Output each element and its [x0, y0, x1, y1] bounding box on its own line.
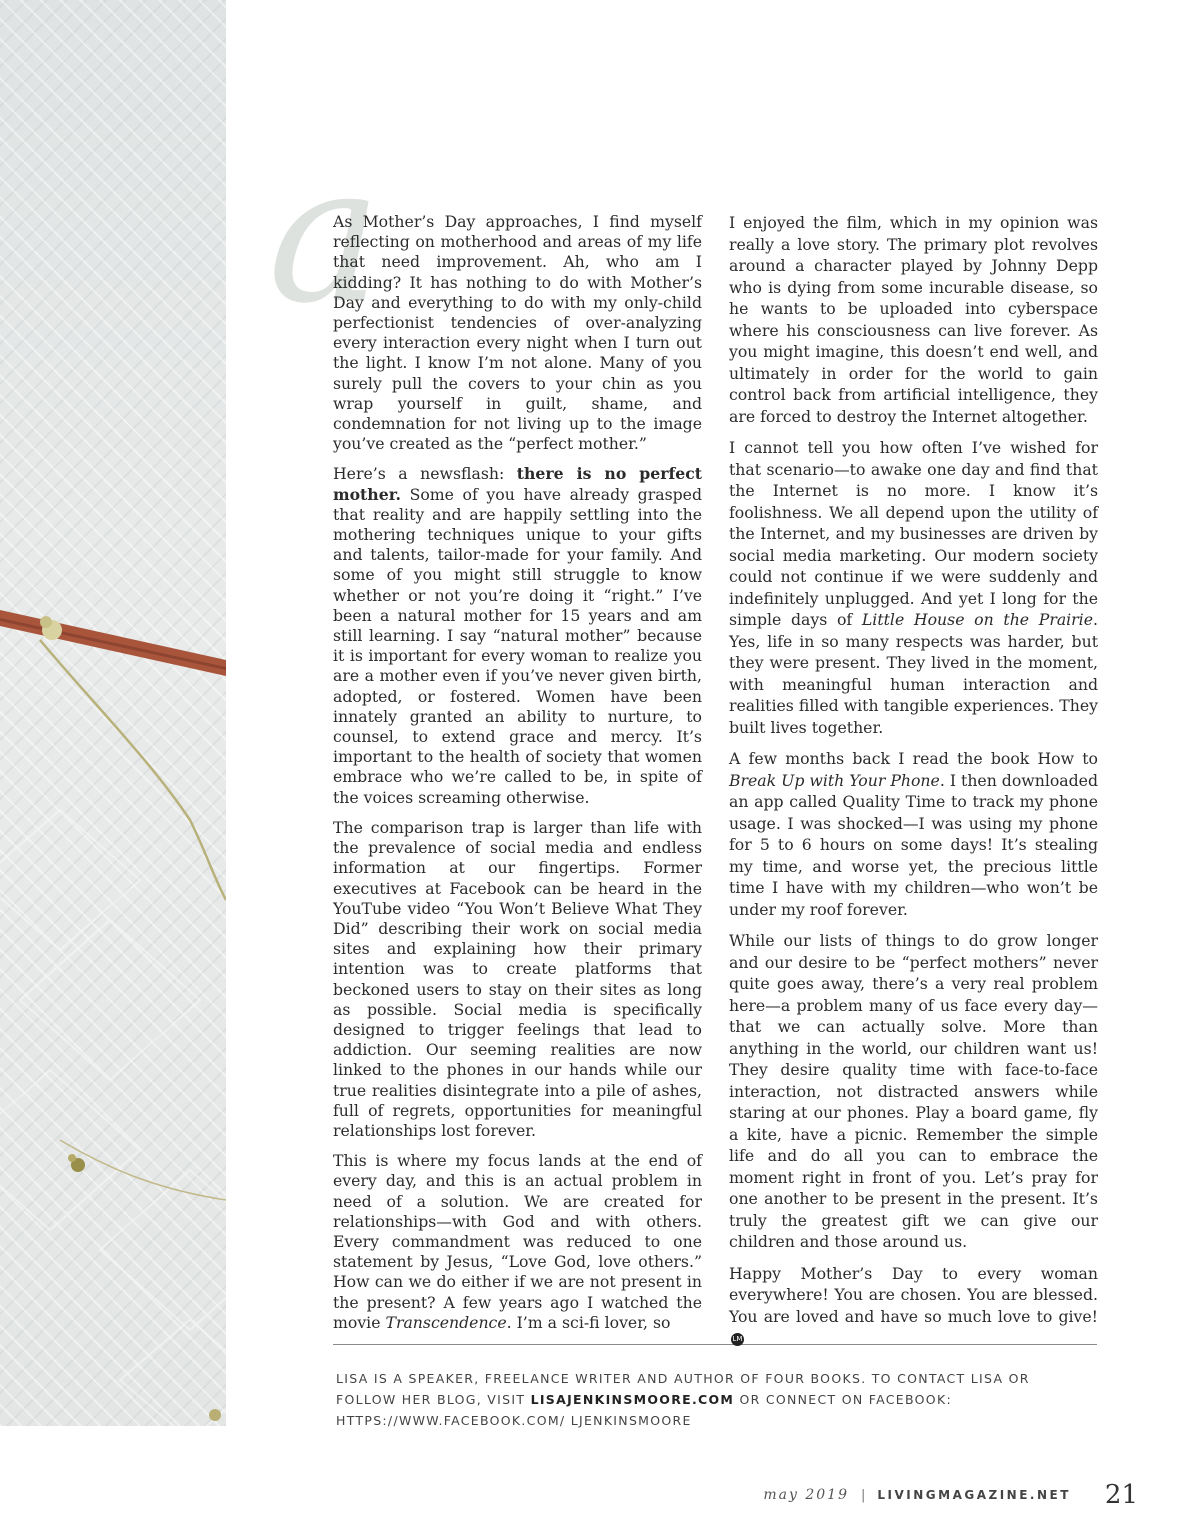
drop-cap: a: [268, 124, 382, 345]
paragraph-newsflash: [333, 464, 702, 807]
movie-title: Transcendence: [385, 1312, 507, 1332]
page-footer: [763, 1480, 1138, 1510]
focus-text: This is where my focus lands at the end of every day, and this is an actual problem in need of a solution. We are created for relationships—with God and with others. Every commandment was reduced to one statement by Jesus, “Love God, love others.” How can we do either if we are not present in the present? A few years ago I watched the movie: [333, 1151, 702, 1332]
paragraph-scenario: [729, 437, 1098, 738]
focus-end: . I’m a sci-fi lover, so: [506, 1312, 671, 1332]
paragraph-focus: [333, 1151, 702, 1333]
photo-decor: [0, 0, 226, 1426]
lace-pattern: [0, 810, 226, 1426]
bio-website-link[interactable]: LISAJENKINSMOORE.COM: [530, 1392, 735, 1407]
newsflash-rest: Some of you have already grasped that reality and are happily settling into the mothering techniques unique to your gifts and talents, tailor-made for your family. And some of you might still struggle to know whether or not you’re doing it “right.” I’ve been a natural mother for 15 years and am still learning. I say “natural mother” because it is important for every woman to realize you are a mother even if you’ve never given birth, adopted, or fostered. Women have been innately granted an ability to nurture, to counsel, to extend grace and mercy. It’s important to the health of society that women embrace who we’re called to be, in spite of the voices screaming otherwise.: [333, 484, 702, 807]
dried-flower: [40, 616, 226, 1421]
newsflash-bold: there is no perfect mother.: [333, 464, 703, 504]
bio-facebook: OR CONNECT ON FACEBOOK: HTTPS://WWW.FACEBOOK.COM/ LJENKINSMOORE: [336, 1392, 952, 1428]
closing-text: Happy Mother’s Day to every woman everywhere! You are chosen. You are blessed. You are loved and have so much love to give!: [729, 1263, 1098, 1326]
paragraph-closing: [729, 1263, 1098, 1349]
pencil: [0, 610, 226, 676]
show-title: Little House on the Prairie: [861, 610, 1093, 629]
lace-photo: [0, 0, 226, 1426]
issue-date: may 2019: [763, 1487, 849, 1503]
footer-separator: |: [861, 1487, 866, 1503]
paragraph-book: [729, 748, 1098, 920]
book-text: A few months back I read the book How to: [729, 749, 1098, 768]
book-title: Break Up with Your Phone: [729, 770, 940, 790]
author-bio: [336, 1368, 1076, 1431]
paragraph-intro: As Mother’s Day approaches, I find myself reflecting on motherhood and areas of my life that need improvement. Ah, who am I kidding? It has nothing to do with Mother’s Day and everything to do with my only-child perfectionist tendencies of over-analyzing every interaction every night when I turn out the light. I know I’m not alone. Many of you surely pull the covers to your chin as you wrap yourself in guilt, shame, and condemnation for not living up to the image you’ve created as the “perfect mother.”: [333, 212, 702, 454]
scenario-end: . Yes, life in so many respects was harder, but they were present. They lived in the moment, with meaningful human interaction and realities filled with tangible experiences. They built lives together.: [729, 610, 1098, 737]
magazine-website[interactable]: LIVINGMAGAZINE.NET: [877, 1488, 1071, 1502]
bio-text: LISA IS A SPEAKER, FREELANCE WRITER AND AUTHOR OF FOUR BOOKS. TO CONTACT LISA OR FOLLOW HER BLOG, VISIT: [336, 1371, 1030, 1407]
paragraph-lists: While our lists of things to do grow longer and our desire to be “perfect mothers” never quite goes away, there’s a very real problem here—a problem many of us face every day—that we can actually solve. More than anything in the world, our children want us! They desire quality time with face-to-face interaction, not distracted answers while staring at our phones. Play a board game, fly a kite, have a picnic. Remember the simple life and do all you can to embrace the moment right in front of you. Let’s pray for one another to be present in the present. It’s truly the greatest gift we can give our children and those around us.: [729, 931, 1098, 1251]
end-mark-icon: LM: [731, 1333, 744, 1346]
book-end: . I then downloaded an app called Quality Time to track my phone usage. I was shocked—I was using my phone for 5 to 6 hours on some days! It’s stealing my time, and worse yet, the precious little time I have with my children—who won’t be under my roof forever.: [729, 770, 1099, 919]
paragraph-film: I enjoyed the film, which in my opinion was really a love story. The primary plot revolves around a character played by Johnny Depp who is dying from some incurable disease, so he wants to be uploaded into cyberspace where his consciousness can live forever. As you might imagine, this doesn’t end well, and ultimately in order for the world to gain control back from artificial intelligence, they are forced to destroy the Internet altogether.: [729, 213, 1098, 426]
scenario-text: I cannot tell you how often I’ve wished for that scenario—to awake one day and find that the Internet is no more. I know it’s foolishness. We all depend upon the utility of the Internet, and my businesses are driven by social media marketing. Our modern society could not continue if we were suddenly and indefinitely unplugged. And yet I long for the simple days of: [729, 438, 1098, 629]
article-left-column: [333, 212, 702, 1343]
paragraph-comparison: The comparison trap is larger than life with the prevalence of social media and endless information at our fingertips. Former executives at Facebook can be heard in the YouTube video “You Won’t Believe What They Did” describing their work on social media sites and explaining how their primary intention was to create platforms that beckoned users to stay on their sites as long as possible. Social media is specifically designed to trigger feelings that lead to addiction. Our seeming realities are now linked to the phones in our hands while our true realities disintegrate into a pile of ashes, full of regrets, opportunities for meaningful relationships lost forever.: [333, 817, 702, 1140]
page-number: 21: [1104, 1480, 1138, 1510]
article-right-column: [729, 212, 1098, 1359]
newsflash-lead: Here’s a newsflash:: [333, 464, 517, 484]
